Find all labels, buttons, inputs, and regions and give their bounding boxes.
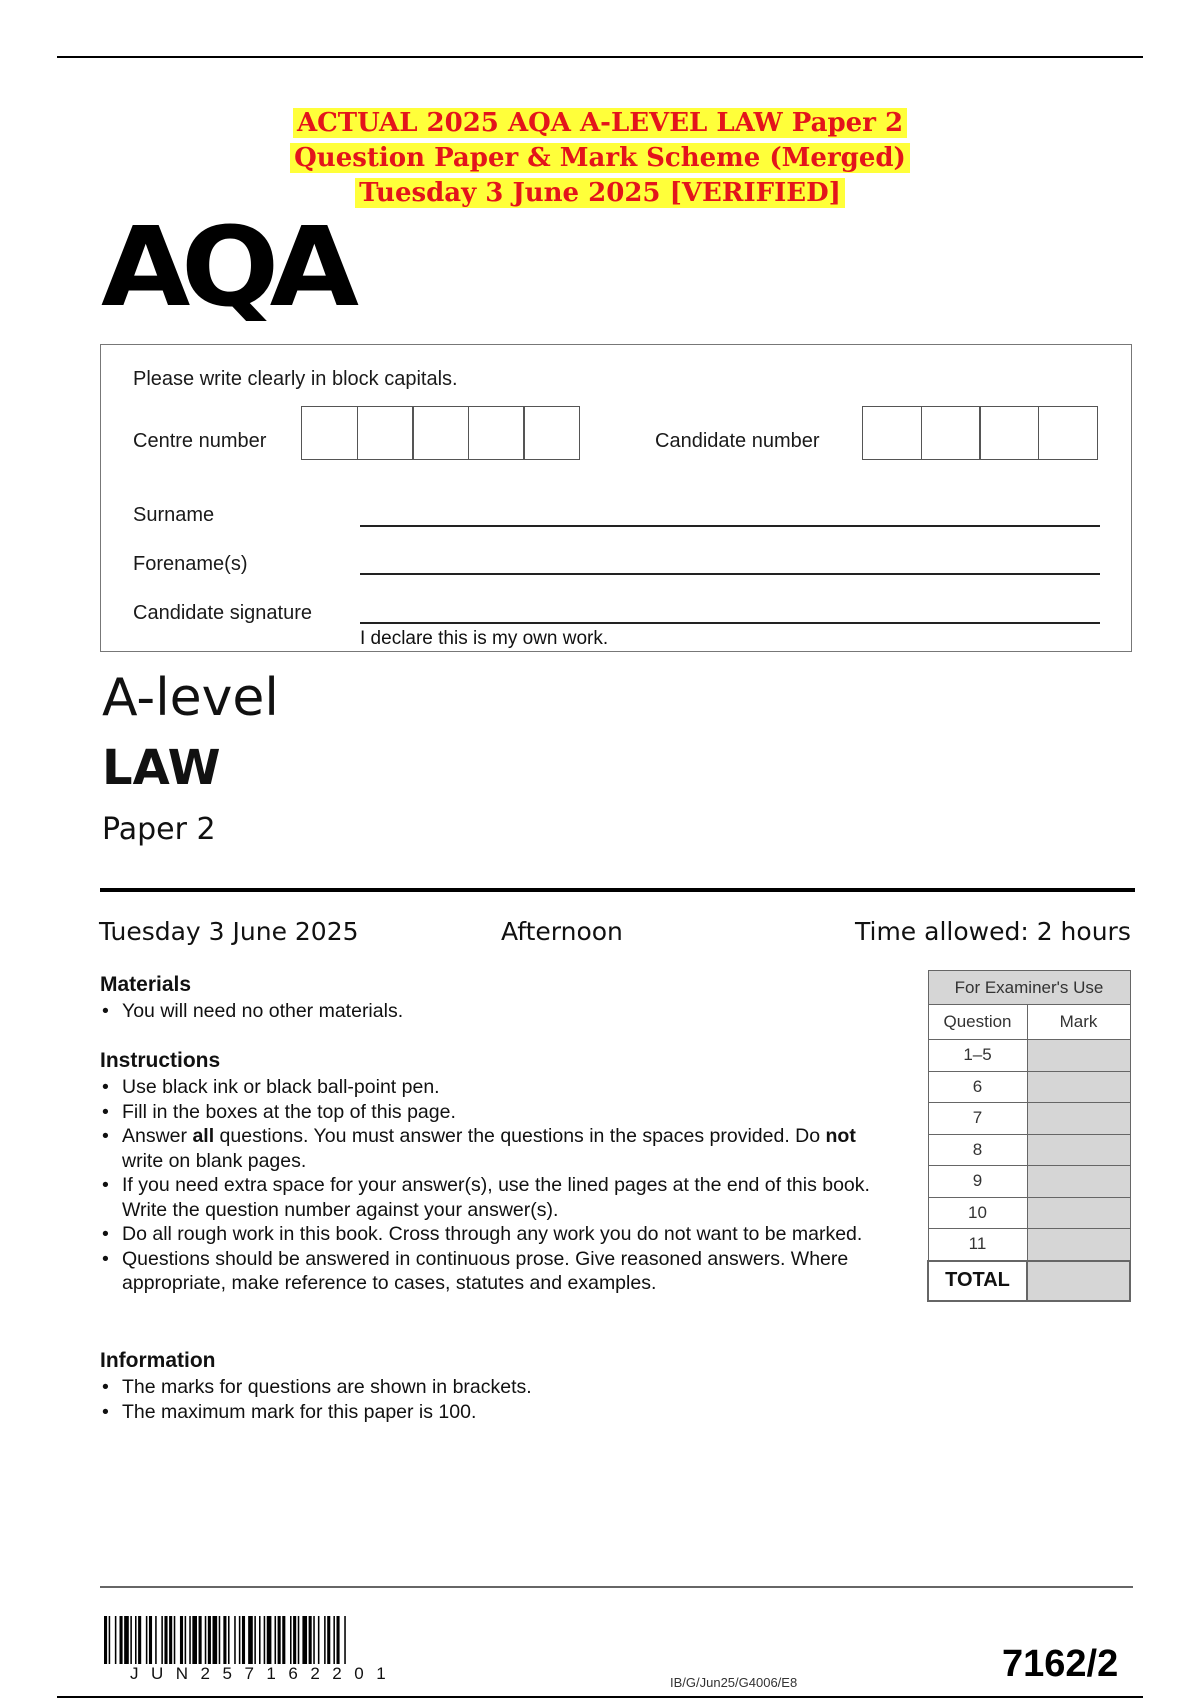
banner-line-1: ACTUAL 2025 AQA A-LEVEL LAW Paper 2 [293,108,907,138]
title-banner [0,106,1200,211]
bottom-rule [57,1696,1143,1698]
candidate-number-label: Candidate number [655,430,820,452]
top-rule [57,56,1143,58]
forename-label: Forename(s) [133,553,248,575]
instructions-heading: Instructions [100,1049,221,1072]
table-row [928,1134,1130,1166]
table-row [928,1229,1130,1261]
barcode-bar [109,1616,111,1664]
candidate-number-cell[interactable] [921,406,981,460]
information-list [100,1375,900,1424]
candidate-number-cell[interactable] [979,406,1039,460]
barcode-bar [205,1616,207,1664]
barcode-bar [337,1616,340,1664]
centre-number-cell[interactable] [301,406,358,460]
barcode-bar [234,1616,236,1664]
mark-cell [1027,1197,1130,1229]
barcode-bar [219,1616,221,1664]
centre-number-label: Centre number [133,430,267,452]
barcode-bar [169,1616,172,1664]
banner-line-2: Question Paper & Mark Scheme (Merged) [290,143,910,173]
barcode-bar [213,1616,218,1664]
aqa-logo: AQA [101,203,350,331]
mark-cell [1027,1040,1130,1072]
question-number: 6 [928,1071,1027,1103]
table-row [928,1040,1130,1072]
table-row [928,1071,1130,1103]
footer-rule [100,1586,1133,1588]
barcode-bar [278,1616,281,1664]
paper-number: Paper 2 [102,812,216,847]
barcode-bar [333,1616,335,1664]
barcode-bar [124,1616,129,1664]
barcode-bar [228,1616,230,1664]
barcode-bar [189,1616,191,1664]
barcode-bar [267,1616,272,1664]
time-allowed: Time allowed: 2 hours [855,917,1131,946]
information-heading: Information [100,1349,216,1372]
exam-date: Tuesday 3 June 2025 [99,917,359,946]
barcode-bar [149,1616,152,1664]
barcode-bar [318,1616,320,1664]
list-item: • Use black ink or black ball-point pen. [100,1075,900,1100]
mark-cell [1027,1166,1130,1198]
table-row [928,1166,1130,1198]
barcode-bar [223,1616,226,1664]
barcode-bar [138,1616,141,1664]
centre-number-boxes[interactable] [301,406,579,460]
surname-label: Surname [133,504,215,526]
list-item: • You will need no other materials. [100,999,900,1024]
mark-cell [1027,1229,1130,1261]
barcode-bar [164,1616,167,1664]
barcode-bar [254,1616,256,1664]
mark-cell [1027,1071,1130,1103]
list-item: • The marks for questions are shown in brackets. [100,1375,900,1400]
barcode-bar [199,1616,202,1664]
barcode-bar [130,1616,132,1664]
declaration-text: I declare this is my own work. [360,628,609,649]
barcode-bar [327,1616,330,1664]
question-number: 10 [928,1197,1027,1229]
barcode-bar [135,1616,137,1664]
question-number: 7 [928,1103,1027,1135]
subject-title: LAW [102,740,221,796]
barcode-bar [290,1616,292,1664]
list-item: • Fill in the boxes at the top of this page. [100,1100,900,1125]
signature-line[interactable] [360,622,1100,624]
barcode-bar [298,1616,300,1664]
barcode-bar [282,1616,285,1664]
barcode-bar [104,1616,107,1664]
barcode-bar [161,1616,163,1664]
forename-line[interactable] [360,573,1100,575]
barcode-bar [275,1616,277,1664]
block-capitals-instruction: Please write clearly in block capitals. [133,368,458,390]
barcode-bar [192,1616,197,1664]
centre-number-cell[interactable] [357,406,414,460]
total-row [928,1261,1130,1301]
barcode-bar [309,1616,312,1664]
list-item: • If you need extra space for your answer(s), use the lined pages at the end of this book. Write the question number against your answer(s). [100,1173,900,1222]
barcode-bar [324,1616,326,1664]
paper-code: 7162/2 [1002,1643,1119,1685]
centre-number-cell[interactable] [468,406,525,460]
barcode-bar [174,1616,176,1664]
question-column-header: Question [928,1005,1027,1040]
list-item: • Questions should be answered in continuous prose. Give reasoned answers. Where appropriate, make reference to cases, statutes and examples. [100,1247,900,1296]
candidate-number-boxes[interactable] [862,406,1096,460]
barcode [104,1616,494,1664]
mark-cell [1027,1103,1130,1135]
barcode-bar [155,1616,157,1664]
barcode-bar [146,1616,148,1664]
barcode-bar [120,1616,123,1664]
materials-list [100,999,900,1024]
barcode-bar [293,1616,296,1664]
mark-cell [1027,1134,1130,1166]
examiner-use-table [927,970,1131,1302]
mark-column-header: Mark [1027,1005,1130,1040]
banner-line-3: Tuesday 3 June 2025 [VERIFIED] [355,178,845,208]
barcode-bar [259,1616,261,1664]
barcode-bar [242,1616,245,1664]
barcode-bar [248,1616,253,1664]
barcode-bar [313,1616,315,1664]
table-row [928,1103,1130,1135]
barcode-bar [264,1616,266,1664]
examiner-table-title: For Examiner's Use [928,971,1130,1005]
total-mark-cell [1027,1261,1130,1301]
question-number: 8 [928,1134,1027,1166]
surname-line[interactable] [360,525,1100,527]
instructions-list [100,1075,900,1296]
qualification-level: A-level [102,668,279,728]
total-label: TOTAL [928,1261,1027,1301]
centre-number-cell[interactable] [523,406,580,460]
table-row [928,1197,1130,1229]
list-item: • The maximum mark for this paper is 100. [100,1400,900,1425]
question-number: 11 [928,1229,1027,1261]
signature-label: Candidate signature [133,602,313,624]
list-item: • Answer all questions. You must answer the questions in the spaces provided. Do not write on blank pages. [100,1124,900,1173]
barcode-bar [302,1616,307,1664]
document-reference: IB/G/Jun25/G4006/E8 [670,1675,798,1690]
barcode-bar [180,1616,183,1664]
question-number: 1–5 [928,1040,1027,1072]
exam-session: Afternoon [501,917,623,946]
question-number: 9 [928,1166,1027,1198]
candidate-number-cell[interactable] [862,406,922,460]
list-item: • Do all rough work in this book. Cross through any work you do not want to be marked. [100,1222,900,1247]
barcode-number: JUN257162201 [130,1664,399,1683]
barcode-bar [208,1616,211,1664]
centre-number-cell[interactable] [412,406,469,460]
barcode-bar [115,1616,117,1664]
section-divider [100,888,1135,892]
barcode-bar [185,1616,187,1664]
barcode-bar [239,1616,241,1664]
barcode-bar [344,1616,346,1664]
materials-heading: Materials [100,973,192,996]
candidate-number-cell[interactable] [1038,406,1098,460]
